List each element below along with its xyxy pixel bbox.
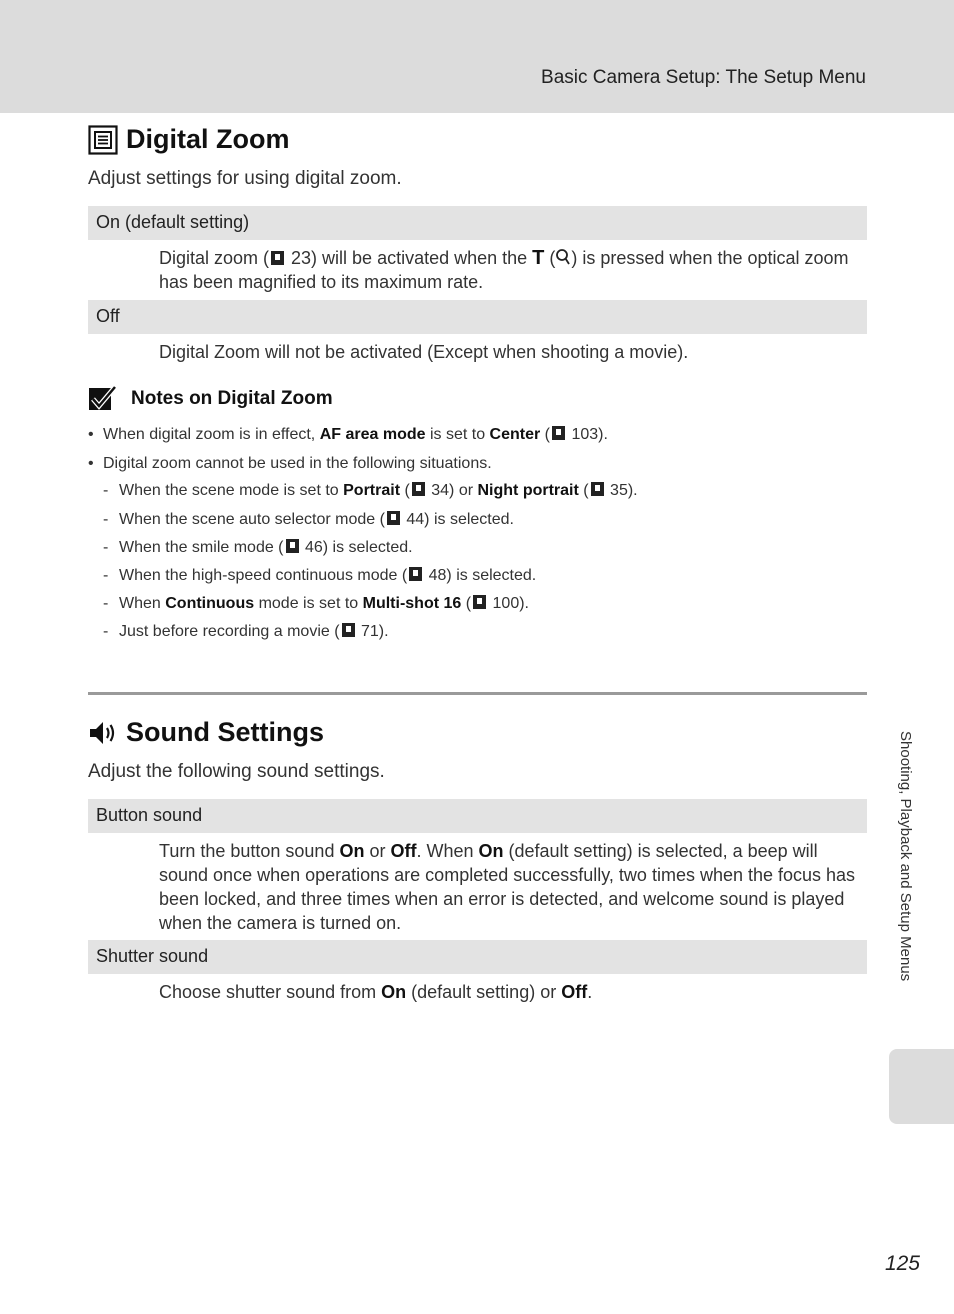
- speaker-icon: [88, 718, 118, 748]
- setting-row-label: Shutter sound: [96, 946, 209, 966]
- setting-row-description: Digital zoom ( 23) will be activated when the T ( ) is pressed when the optical zoom has been magnified to its maximum rate.: [159, 247, 849, 292]
- setting-row-header: [88, 206, 867, 240]
- setting-row-header: [88, 300, 867, 334]
- section-divider: [88, 692, 867, 695]
- note-bullet: • Digital zoom cannot be used in the following situations.: [88, 455, 492, 472]
- setting-row-label: On (default setting): [96, 212, 250, 232]
- side-thumb-tab: [889, 1049, 954, 1124]
- note-sub-item: - When the scene auto selector mode ( 44) is selected.: [103, 511, 514, 528]
- page-reference-icon: [552, 426, 565, 440]
- setting-row-description: Turn the button sound On or Off. When On (default setting) is selected, a beep will sound once when operations are completed successfully, two times when the focus has been locked, and three times when an error is detected, and welcome sound is played when the camera is turned on.: [159, 841, 856, 933]
- page-reference-icon: [342, 623, 355, 637]
- digital-zoom-title: Digital Zoom: [126, 124, 290, 154]
- sound-settings-heading: [88, 717, 324, 748]
- sound-settings-title: Sound Settings: [126, 717, 324, 747]
- tele-button-label: T: [532, 247, 545, 269]
- setting-row-header: [88, 940, 867, 974]
- setting-row-label: Button sound: [96, 805, 203, 825]
- side-tab-label: Shooting, Playback and Setup Menus: [897, 731, 914, 982]
- setting-row-label: Off: [96, 306, 120, 326]
- note-bullet: • When digital zoom is in effect, AF area mode is set to Center ( 103).: [88, 426, 608, 443]
- page-reference-icon: [591, 482, 604, 496]
- page-reference-icon: [286, 539, 299, 553]
- digital-zoom-icon: [88, 125, 118, 155]
- page-reference-icon: [412, 482, 425, 496]
- note-sub-item: - When Continuous mode is set to Multi-shot 16 ( 100).: [103, 595, 529, 612]
- header-title: Basic Camera Setup: The Setup Menu: [541, 67, 866, 88]
- notes-heading: Notes on Digital Zoom: [88, 385, 333, 413]
- setting-row-description: Choose shutter sound from On (default setting) or Off.: [159, 982, 593, 1002]
- sound-settings-intro: Adjust the following sound settings.: [88, 761, 385, 782]
- page-reference-icon: [387, 511, 400, 525]
- note-sub-item: - When the smile mode ( 46) is selected.: [103, 539, 413, 556]
- page-reference-icon: [271, 251, 284, 265]
- check-note-icon: [88, 385, 118, 413]
- page-reference-icon: [473, 595, 486, 609]
- page-number: 125: [884, 1252, 920, 1275]
- digital-zoom-intro: Adjust settings for using digital zoom.: [88, 168, 402, 189]
- zoom-in-icon: [555, 248, 571, 268]
- header-band: [0, 0, 954, 113]
- note-sub-item: - When the scene mode is set to Portrait ( 34) or Night portrait ( 35).: [103, 482, 638, 499]
- page-reference-icon: [409, 567, 422, 581]
- setting-row-description: Digital Zoom will not be activated (Except when shooting a movie).: [159, 342, 689, 362]
- note-sub-item: - When the high-speed continuous mode ( 48) is selected.: [103, 567, 537, 584]
- note-sub-item: - Just before recording a movie ( 71).: [103, 623, 389, 640]
- setting-row-header: [88, 799, 867, 833]
- digital-zoom-heading: [88, 124, 290, 155]
